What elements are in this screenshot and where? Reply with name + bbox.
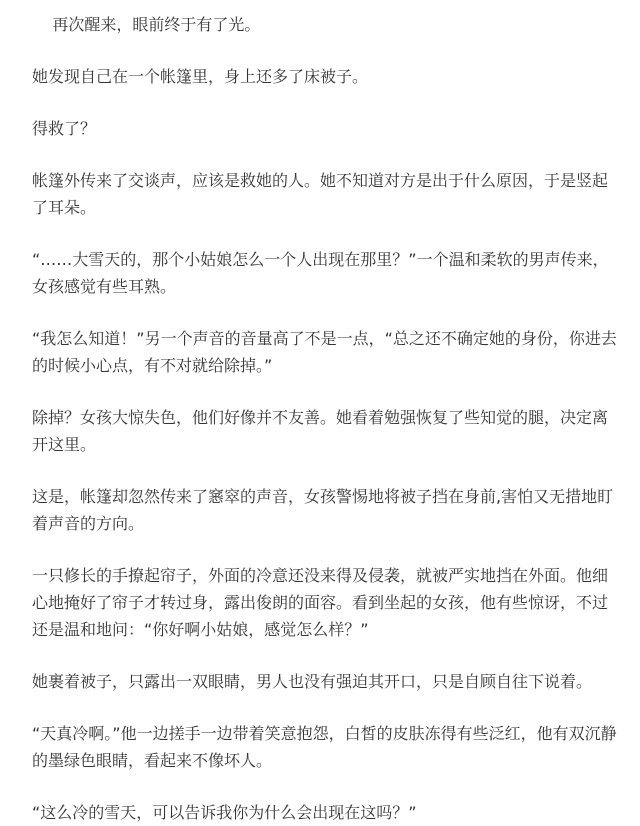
paragraph: “我怎么知道！”另一个声音的音量高了不是一点，“总之还不确定她的身份，你进去的时候小心点，有不对就给除掉。” — [32, 329, 617, 375]
paragraph: 这是，帐篷却忽然传来了窸窣的声音，女孩警惕地将被子挡在身前,害怕又无措地盯着声音的方向。 — [32, 487, 614, 533]
paragraph: 她发现自己在一个帐篷里，身上还多了床被子。 — [32, 67, 369, 86]
paragraph: 帐篷外传来了交谈声，应该是救她的人。她不知道对方是出于什么原因，于是竖起了耳朵。 — [32, 171, 609, 217]
paragraph: 除掉？女孩大惊失色，他们好像并不友善。她看着勉强恢复了些知觉的腿，决定离开这里。 — [32, 408, 609, 454]
paragraph: 再次醒来，眼前终于有了光。 — [32, 15, 261, 34]
paragraph: “这么冷的雪天，可以告诉我你为什么会出现在这吗？” — [32, 803, 417, 822]
paragraph: 她裹着被子，只露出一双眼睛，男人也没有强迫其开口，只是自顾自往下说着。 — [32, 672, 593, 691]
paragraph: 一只修长的手撩起帘子，外面的冷意还没来得及侵袭，就被严实地挡在外面。他细心地掩好了帘子才转过身，露出俊朗的面容。看到坐起的女孩，他有些惊讶，不过还是温和地问：“你好啊小姑娘，感觉怎么样？” — [32, 566, 609, 639]
paragraph: 得救了？ — [32, 119, 97, 138]
paragraph: “……大雪天的，那个小姑娘怎么一个人出现在那里？”一个温和柔软的男声传来，女孩感觉有些耳熟。 — [32, 250, 609, 296]
paragraph: “天真冷啊。”他一边搓手一边带着笑意抱怨，白皙的皮肤冻得有些泛红，他有双沉静的墨绿色眼睛，看起来不像坏人。 — [32, 724, 617, 770]
article-body — [32, 0, 617, 826]
